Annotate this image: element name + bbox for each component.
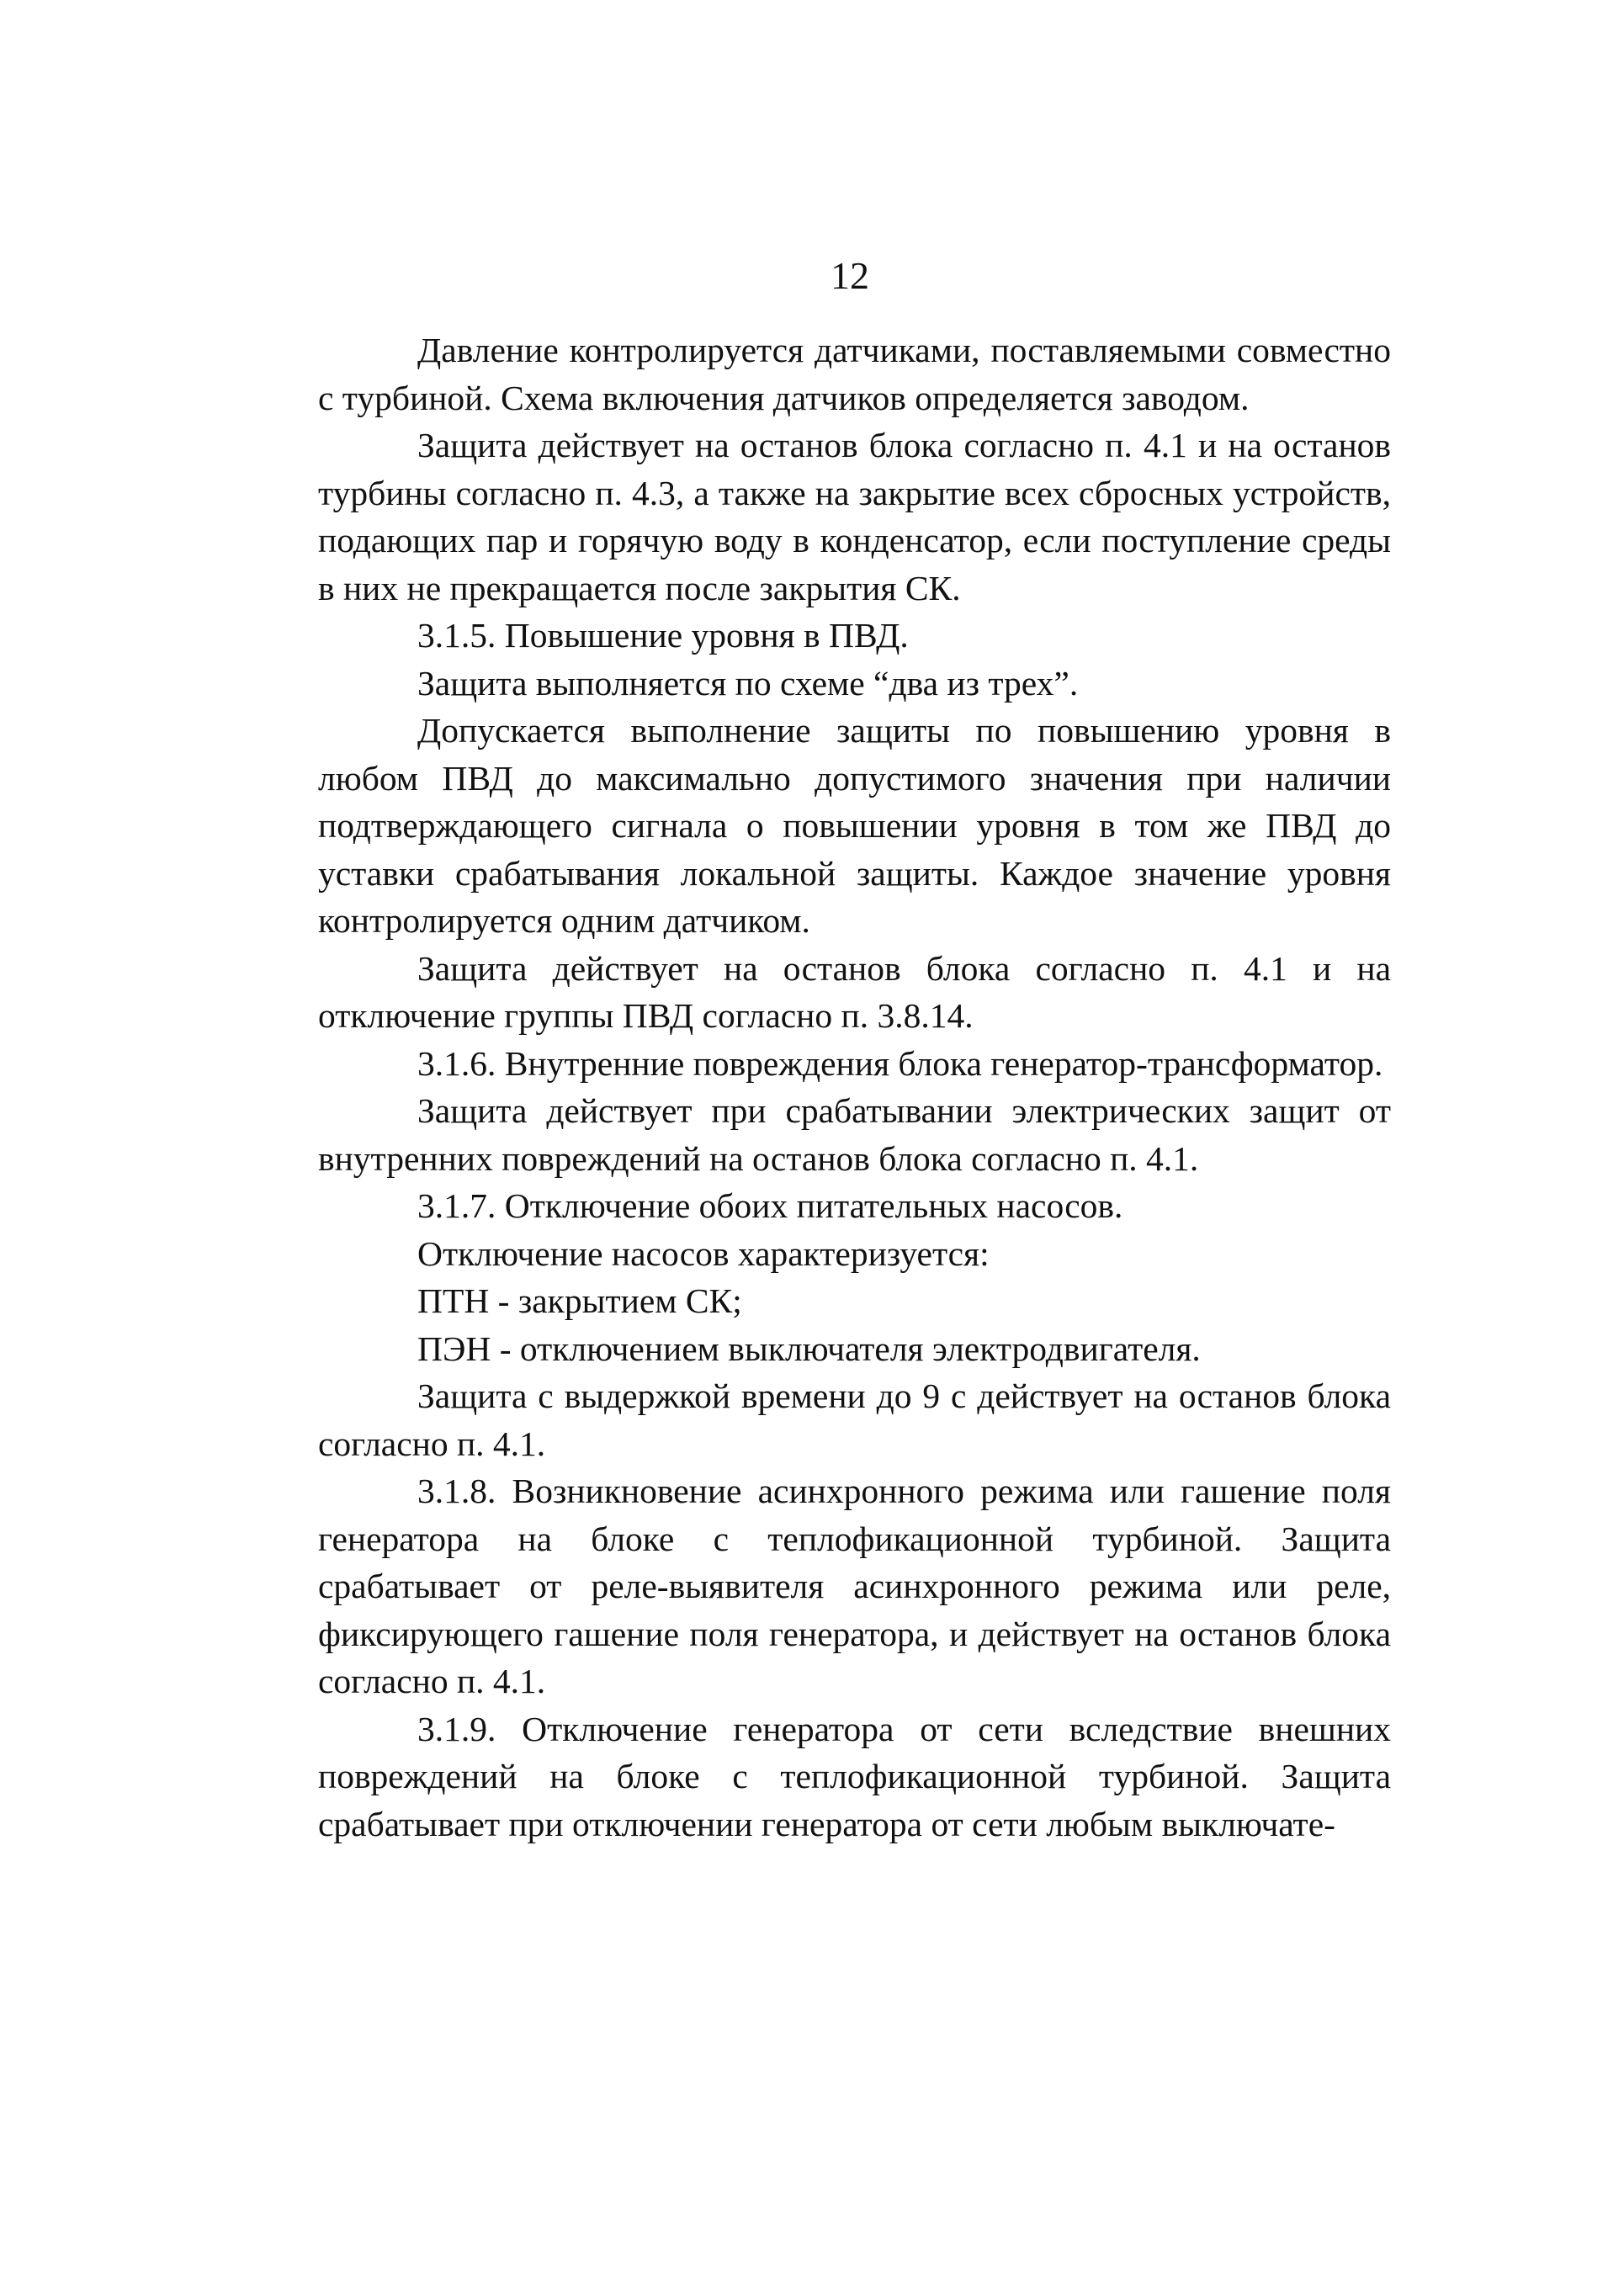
paragraph: Защита выполняется по схеме “два из трех”. (417, 663, 1079, 703)
section-heading-3-1-7: 3.1.7. Отключение обоих питательных насосов. (417, 1186, 1123, 1225)
paragraph: Защита действует на останов блока согласно п. 4.1 и на останов турбины согласно п. 4.3, а также на закрытие всех сбросных устройств, подающих пар и горячую воду в конденсатор, если поступление среды в них не прекращается после закрытия СК. (318, 426, 1391, 607)
paragraph: Защита с выдержкой времени до 9 с действует на останов блока согласно п. 4.1. (318, 1376, 1391, 1463)
paragraph: Допускается выполнение защиты по повышению уровня в любом ПВД до максимально допустимого значения при наличии подтверждающего сигнала о повышении уровня в том же ПВД до уставки срабатывания локальной защиты. Каждое значение уровня контролируется одним датчиком. (318, 711, 1391, 940)
section-heading-3-1-5: 3.1.5. Повышение уровня в ПВД. (417, 616, 909, 655)
section-3-1-8: 3.1.8. Возникновение асинхронного режима или гашение поля генератора на блоке с теплофикационной турбиной. Защита срабатывает от реле-выявителя асинхронного режима или реле, фиксирующего гашение поля генератора, и действует на останов блока согласно п. 4.1. (318, 1472, 1391, 1700)
section-heading-3-1-6: 3.1.6. Внутренние повреждения блока генератор-трансформатор. (417, 1043, 1383, 1083)
page-number: 12 (831, 254, 869, 297)
paragraph: ПТН - закрытием СК; (417, 1281, 742, 1320)
paragraph: Давление контролируется датчиками, поставляемыми совместно с турбиной. Схема включения датчиков определяется заводом. (318, 331, 1391, 417)
paragraph: ПЭН - отключением выключателя электродвигателя. (417, 1328, 1201, 1368)
paragraph: Отключение насосов характеризуется: (417, 1233, 990, 1273)
body-text (318, 326, 1391, 1848)
paragraph: Защита действует на останов блока согласно п. 4.1 и на отключение группы ПВД согласно п. 3.8.14. (318, 948, 1391, 1035)
section-3-1-9: 3.1.9. Отключение генератора от сети вследствие внешних повреждений на блоке с теплофикационной турбиной. Защита срабатывает при отключении генератора от сети любым выключате- (318, 1709, 1391, 1843)
paragraph: Защита действует при срабатывании электрических защит от внутренних повреждений на останов блока согласно п. 4.1. (318, 1091, 1391, 1178)
